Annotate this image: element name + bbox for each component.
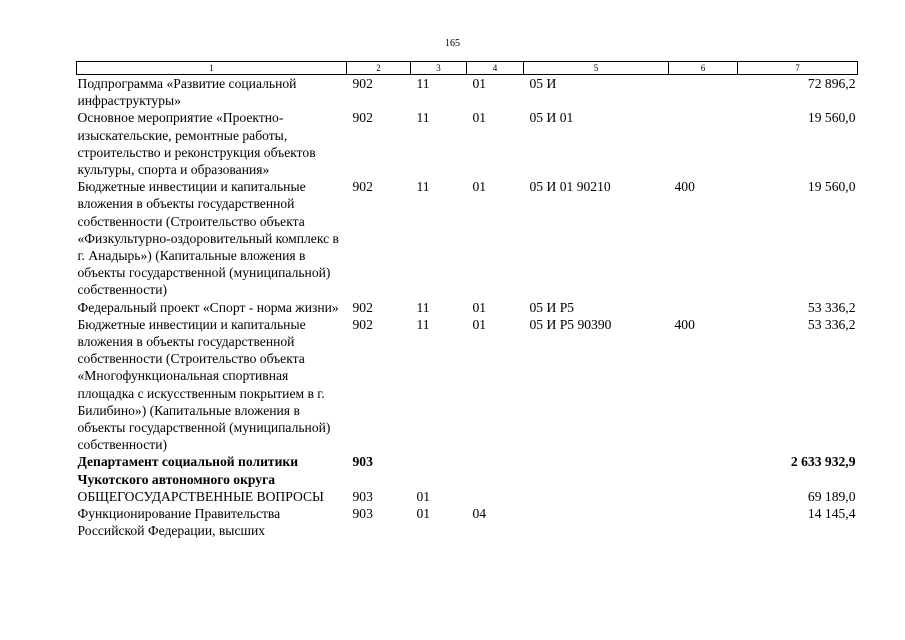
table-row xyxy=(77,488,858,505)
column-header-7: 7 xyxy=(738,62,858,75)
cell-subsection: 01 xyxy=(472,110,487,126)
cell-target-article xyxy=(524,453,669,487)
table-row xyxy=(77,178,858,298)
cell-chapter: 902 xyxy=(352,110,373,126)
cell-name: Департамент социальной политики Чукотского автономного округа xyxy=(77,454,299,487)
cell-name: Функционирование Правительства Российской Федерации, высших xyxy=(77,506,281,539)
cell-amount: 53 336,2 xyxy=(807,316,856,332)
cell-expense-type xyxy=(669,299,738,316)
cell-expense-type xyxy=(669,488,738,505)
column-header-3: 3 xyxy=(411,62,467,75)
cell-section: 11 xyxy=(416,76,430,91)
cell-expense-type: 400 xyxy=(674,316,695,332)
column-header-4: 4 xyxy=(467,62,524,75)
cell-chapter: 902 xyxy=(352,179,373,195)
cell-section: 11 xyxy=(416,110,430,126)
cell-target-article: 05 И P5 xyxy=(529,299,575,315)
column-header-1: 1 xyxy=(77,62,347,75)
cell-subsection xyxy=(467,488,524,505)
cell-chapter: 903 xyxy=(352,506,373,522)
cell-chapter: 903 xyxy=(352,488,373,504)
cell-name: Бюджетные инвестиции и капитальные вложения в объекты государственной собственности (Строительство объекта «Физкультурно-оздоровительный комплекс в г. Анадырь») (Капитальные вложения в объекты государственной (муниципальной) собственности) xyxy=(77,179,339,298)
cell-name: Подпрограмма «Развитие социальной инфраструктуры» xyxy=(77,76,297,109)
cell-section: 11 xyxy=(416,316,430,332)
cell-amount: 72 896,2 xyxy=(807,76,856,91)
cell-section: 01 xyxy=(416,506,431,522)
column-header-5: 5 xyxy=(524,62,669,75)
page-number: 165 xyxy=(445,38,460,49)
cell-amount: 14 145,4 xyxy=(807,506,856,522)
cell-name: ОБЩЕГОСУДАРСТВЕННЫЕ ВОПРОСЫ xyxy=(77,488,324,504)
cell-target-article xyxy=(524,488,669,505)
cell-target-article: 05 И P5 90390 xyxy=(529,316,612,332)
cell-target-article: 05 И 01 xyxy=(529,110,574,126)
table-header-row xyxy=(77,62,858,75)
table-row xyxy=(77,453,858,487)
budget-table xyxy=(76,61,858,539)
cell-subsection: 01 xyxy=(472,299,487,315)
cell-chapter: 902 xyxy=(352,316,373,332)
cell-name: Основное мероприятие «Проектно-изыскательские, ремонтные работы, строительство и реконструкция объектов культуры, спорта и образования» xyxy=(77,110,316,178)
cell-amount: 19 560,0 xyxy=(807,110,856,126)
cell-chapter: 903 xyxy=(352,454,373,470)
table-row xyxy=(77,75,858,110)
cell-name: Федеральный проект «Спорт - норма жизни» xyxy=(77,299,339,315)
cell-amount: 19 560,0 xyxy=(807,179,856,195)
cell-target-article xyxy=(524,505,669,539)
table-row xyxy=(77,109,858,178)
table-row xyxy=(77,299,858,316)
cell-subsection: 04 xyxy=(472,506,487,522)
cell-expense-type xyxy=(669,505,738,539)
cell-target-article: 05 И xyxy=(529,76,557,91)
cell-amount: 69 189,0 xyxy=(807,488,856,504)
cell-expense-type xyxy=(669,75,738,110)
cell-target-article: 05 И 01 90210 xyxy=(529,179,611,195)
cell-section: 01 xyxy=(416,488,431,504)
cell-amount: 2 633 932,9 xyxy=(790,454,856,470)
cell-chapter: 902 xyxy=(352,76,373,91)
cell-section xyxy=(411,453,467,487)
table-row xyxy=(77,316,858,454)
cell-name: Бюджетные инвестиции и капитальные вложения в объекты государственной собственности (Строительство объекта «Многофункциональная спортивная площадка с искусственным покрытием в г. Билибино») (Капитальные вложения в объекты государственной (муниципальной) собственности) xyxy=(77,316,331,453)
cell-subsection xyxy=(467,453,524,487)
cell-chapter: 902 xyxy=(352,299,373,315)
cell-section: 11 xyxy=(416,179,430,195)
column-header-6: 6 xyxy=(669,62,738,75)
cell-expense-type: 400 xyxy=(674,179,695,195)
cell-expense-type xyxy=(669,453,738,487)
cell-subsection: 01 xyxy=(472,179,487,195)
table-row xyxy=(77,505,858,539)
column-header-2: 2 xyxy=(347,62,411,75)
cell-expense-type xyxy=(669,109,738,178)
cell-section: 11 xyxy=(416,299,430,315)
cell-subsection: 01 xyxy=(472,316,487,332)
cell-amount: 53 336,2 xyxy=(807,299,856,315)
cell-subsection: 01 xyxy=(472,76,487,91)
